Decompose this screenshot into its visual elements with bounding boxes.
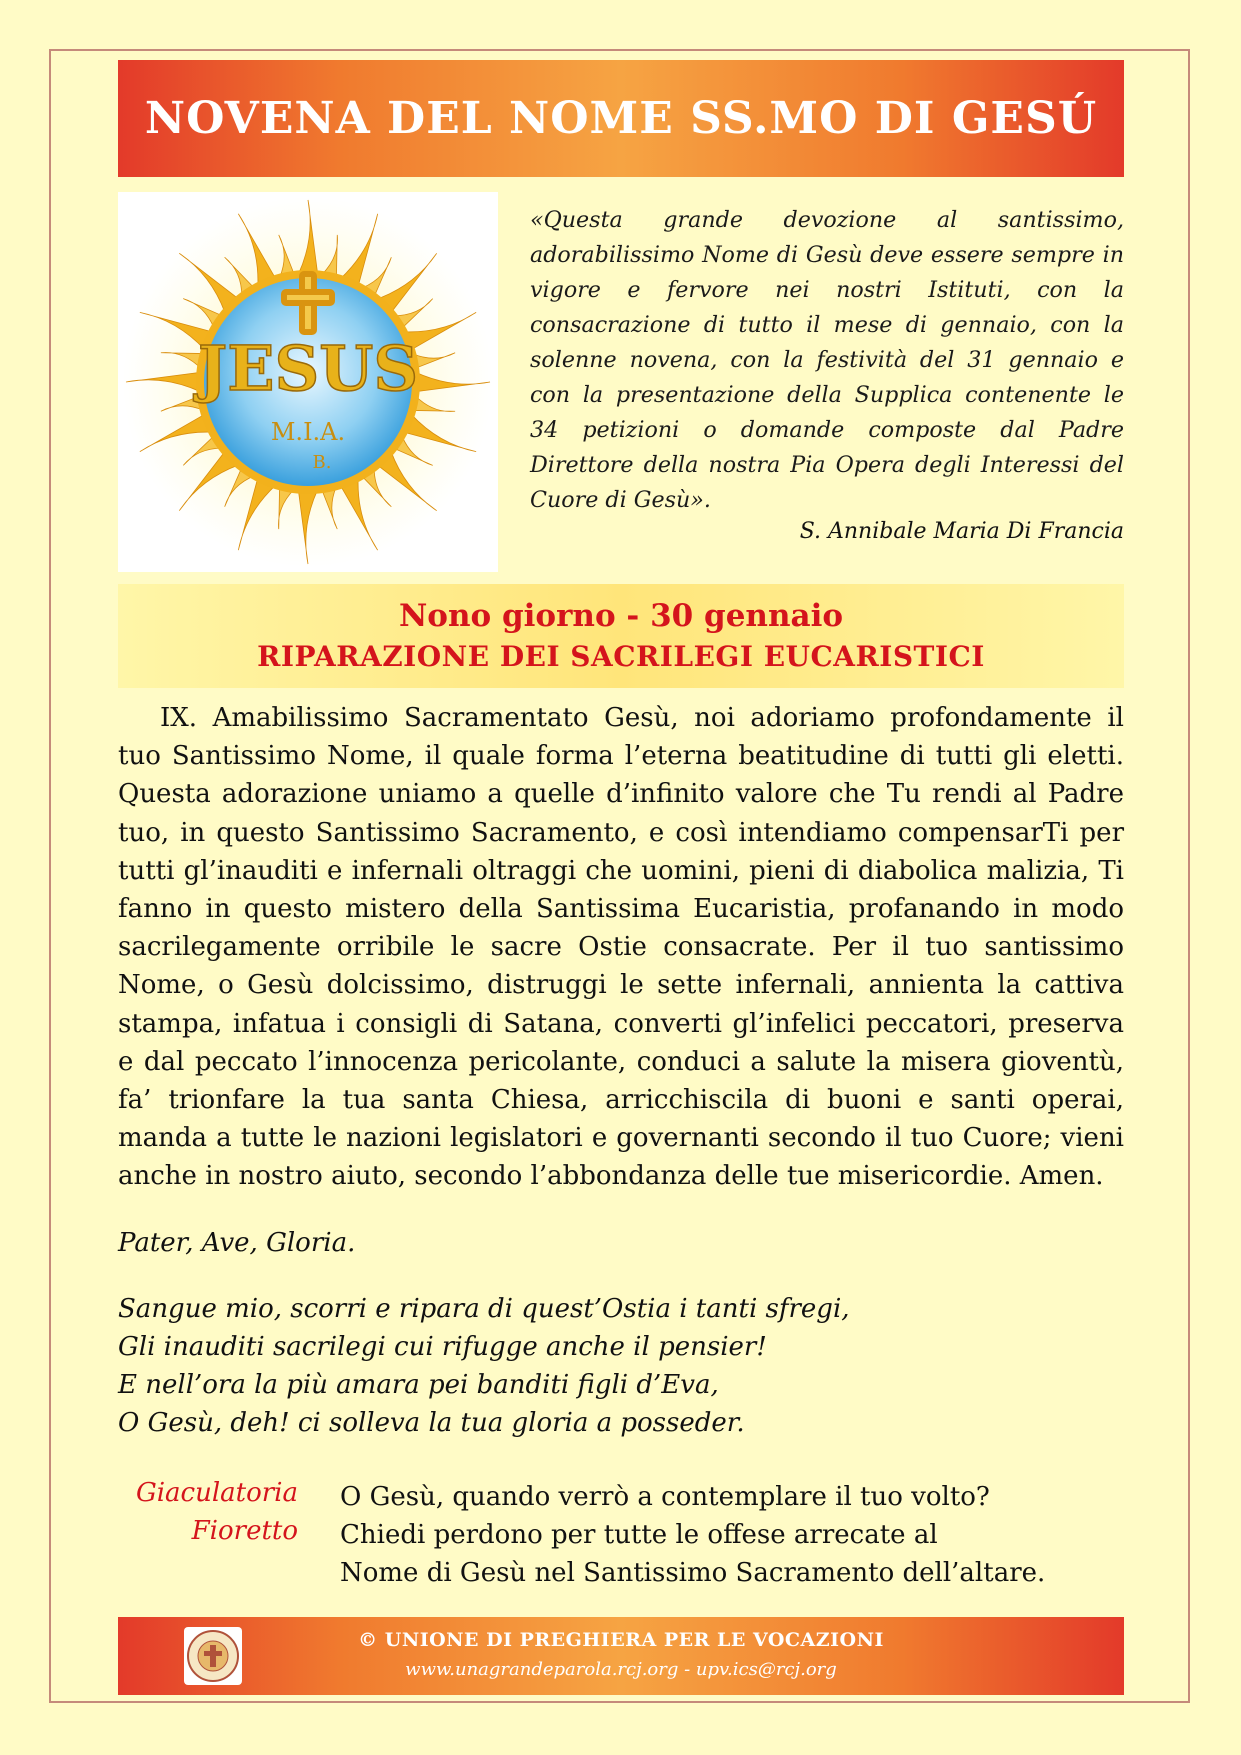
prayer-paragraph: IX. Amabilissimo Sacramentato Gesù, noi adoriamo profondamente il tuo Santissimo Nome, il quale forma l’eterna beatitudine di tutti gli eletti. Questa adorazione uniamo a quelle d’infinito valore che Tu rendi al Padre tuo, in questo Santissimo Sacramento, e così intendiamo compensarTi per tutti gl’inauditi e infernali oltraggi che uomini, pieni di diabolica malizia, Ti fanno in questo mistero della Santissima Eucaristia, profanando in modo sacrilegamente orribile le sacre Ostie consacrate. Per il tuo santissimo Nome, o Gesù dolcissimo, distruggi le sette infernali, annienta la cattiva stampa, infatua i consigli di Satana, converti gl’infelici peccatori, preserva e dal peccato l’innocenza pericolante, conduci a salute la misera gioventù, fa’ trionfare la tua santa Chiesa, arricchiscila di buoni e santi operai, manda a tutte le nazioni legislatori e governanti secondo il tuo Cuore; vieni anche in nostro aiuto, secondo l’abbondanza delle tue misericordie. Amen. <box>118 703 1124 1192</box>
verse-line: Gli inauditi sacrilegi cui rifugge anche il pensier! <box>118 1332 767 1362</box>
quote-author: S. Annibale Maria Di Francia <box>799 519 1124 544</box>
fioretto-text-line1: Chiedi perdono per tutte le offese arrecate al <box>340 1520 938 1550</box>
page-title: NOVENA DEL NOME SS.MO DI GESÚ <box>144 93 1098 144</box>
jesus-emblem-logo <box>118 192 498 572</box>
founder-quote: «Questa grande devozione al santissimo, adorabilissimo Nome di Gesù deve essere sempre in vigore e fervore nei nostri Istituti, con la consacrazione di tutto il mese di gennaio, con la solenne novena, con la festività del 31 gennaio e con la presentazione della Supplica contenente le 34 petizioni o domande composte dal Padre Direttore della nostra Pia Opera degli Interessi del Cuore di Gesù». <box>530 207 1124 513</box>
title-banner <box>118 60 1124 177</box>
day-subheading: RIPARAZIONE DEI SACRILEGI EUCARISTICI <box>257 640 985 673</box>
prayer-text-block <box>118 699 1124 1196</box>
footer-contacts: www.unagrandeparola.rcj.org - upv.ics@rcj.org <box>405 1659 837 1680</box>
giaculatoria-label: Giaculatoria <box>135 1478 298 1508</box>
fioretto-text-line2: Nome di Gesù nel Santissimo Sacramento dell’altare. <box>340 1558 1046 1588</box>
pater-ave-gloria: Pater, Ave, Gloria. <box>118 1228 356 1258</box>
verse-line: E nell’ora la più amara pei banditi figli d’Eva, <box>118 1370 719 1400</box>
fioretto-label: Fioretto <box>191 1516 298 1546</box>
emblem-jesus-text: JESUS <box>197 332 419 405</box>
emblem-b-text: B. <box>312 452 332 473</box>
footer-organization: © UNIONE DI PREGHIERA PER LE VOCAZIONI <box>358 1629 884 1651</box>
emblem-mia-text: M.I.A. <box>270 418 346 446</box>
footer-banner <box>118 1617 1124 1695</box>
verse-line: Sangue mio, scorri e ripara di quest’Ostia i tanti sfregi, <box>118 1294 850 1324</box>
verse-line: O Gesù, deh! ci solleva la tua gloria a posseder. <box>118 1408 745 1438</box>
hymn-verse <box>118 1290 850 1442</box>
day-heading: Nono giorno - 30 gennaio <box>398 598 844 634</box>
giaculatoria-text: O Gesù, quando verrò a contemplare il tuo volto? <box>340 1482 990 1512</box>
day-banner <box>118 584 1124 688</box>
